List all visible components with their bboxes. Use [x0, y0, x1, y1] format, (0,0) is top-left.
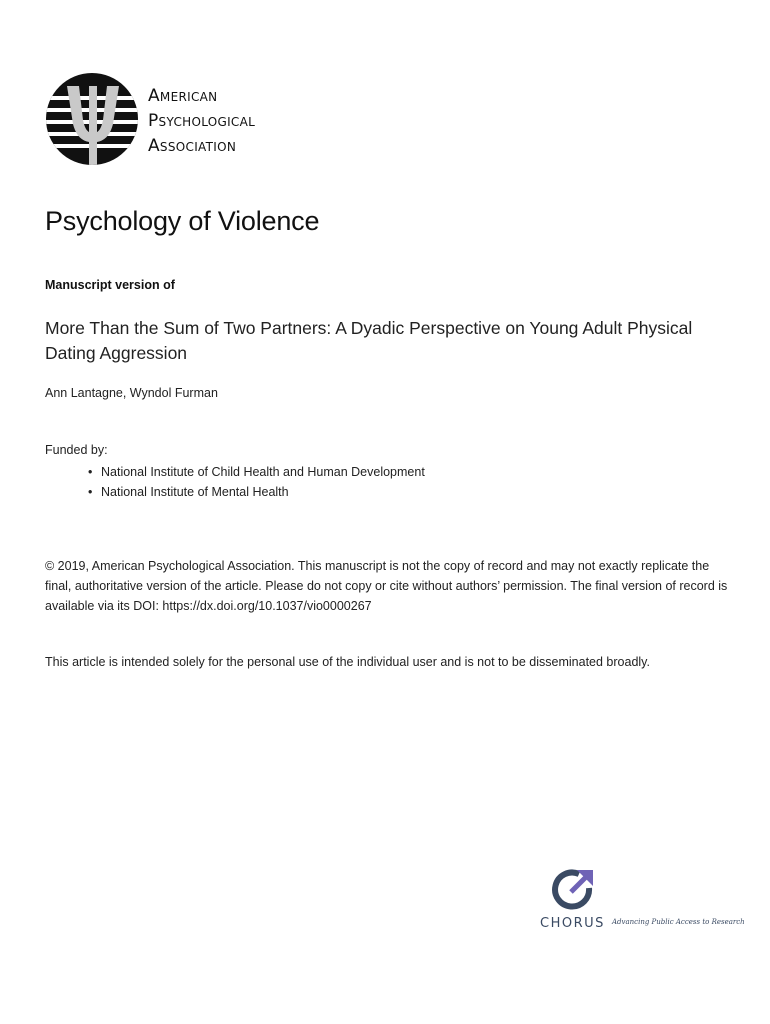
apa-wordmark-line1: American [148, 86, 218, 106]
chorus-wordmark: CHORUS [540, 916, 605, 931]
funder-list [88, 462, 425, 502]
bullet-icon: • [88, 465, 93, 479]
bullet-icon: • [88, 485, 93, 499]
apa-wordmark [148, 84, 255, 159]
funder-name: National Institute of Mental Health [101, 485, 289, 499]
authors: Ann Lantagne, Wyndol Furman [45, 386, 218, 400]
chorus-logo [536, 866, 745, 936]
chorus-tagline: Advancing Public Access to Research [612, 918, 745, 926]
apa-psi-icon [45, 72, 139, 166]
usage-notice: This article is intended solely for the personal use of the individual user and is not to be disseminated broadly. [45, 655, 650, 669]
funded-by-label: Funded by: [45, 443, 108, 457]
apa-wordmark-line3: Association [148, 136, 237, 156]
funder-name: National Institute of Child Health and Human Development [101, 465, 425, 479]
journal-title: Psychology of Violence [45, 206, 320, 236]
copyright-notice: © 2019, American Psychological Association. This manuscript is not the copy of record and may not exactly replicate the final, authoritative version of the article. Please do not copy or cite without authors’ permission. The final version of record is available via its DOI: https://dx.doi.org/10.1037/vio0000267 [45, 559, 728, 613]
apa-wordmark-line2: Psychological [148, 111, 256, 131]
chorus-arrow-icon [549, 866, 597, 914]
manuscript-label: Manuscript version of [45, 278, 175, 292]
article-title: More Than the Sum of Two Partners: A Dyadic Perspective on Young Adult Physical Dating Aggression [45, 318, 693, 363]
apa-logo [45, 72, 295, 168]
funder-item [88, 462, 425, 482]
funder-item [88, 482, 425, 502]
